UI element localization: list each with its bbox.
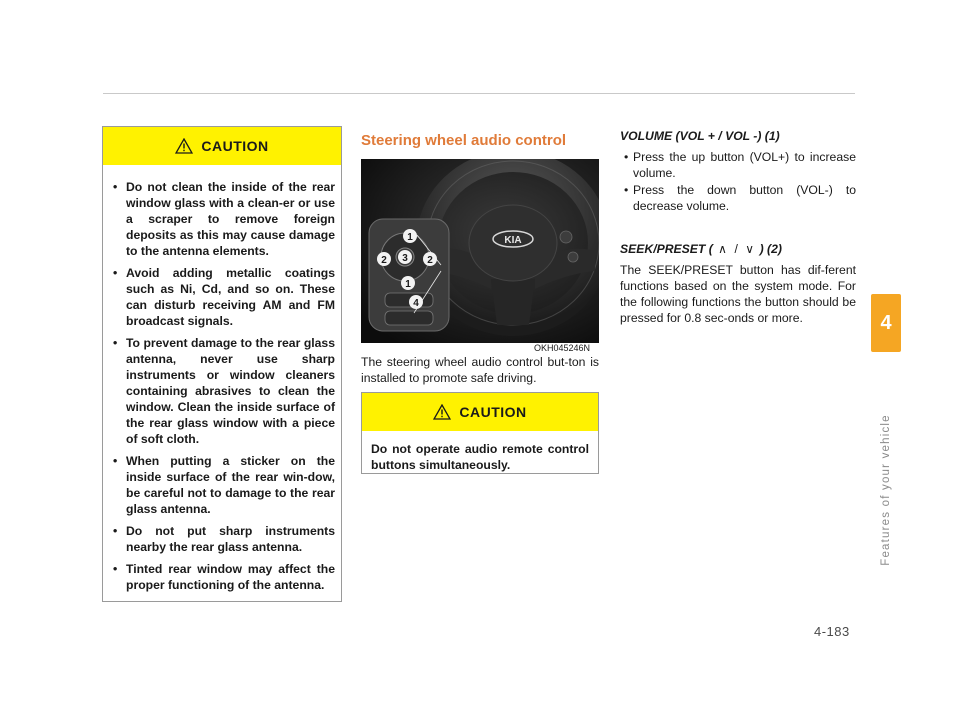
volume-list	[620, 149, 856, 214]
caution-item: • Do not put sharp instruments nearby the rear glass antenna.	[113, 523, 335, 555]
callout-2: 2	[381, 255, 387, 266]
chevron-down-icon: ∨	[745, 242, 755, 256]
caution-item: • When putting a sticker on the inside surface of the rear win-dow, be careful not to damage to the rear glass antenna.	[113, 453, 335, 517]
callout-1: 1	[407, 232, 413, 243]
callout-1b: 1	[405, 279, 411, 290]
seek-section	[620, 242, 856, 326]
kia-logo: KIA	[504, 235, 522, 246]
seek-heading-prefix: SEEK/PRESET (	[620, 242, 713, 256]
seek-separator: /	[734, 242, 738, 256]
section-title: Steering wheel audio control	[361, 132, 567, 149]
warning-icon	[433, 404, 451, 420]
chevron-up-icon: ∧	[718, 242, 728, 256]
volume-heading: VOLUME (VOL + / VOL -) (1)	[620, 129, 780, 143]
caution-body: Do not operate audio remote control buttons simultaneously.	[371, 442, 589, 472]
caution-item: • Avoid adding metallic coatings such as Ni, Cd, and so on. These can disturb receiving AM and FM broadcast signals.	[113, 265, 335, 329]
callout-3: 3	[402, 253, 408, 264]
audio-control-paragraph: The steering wheel audio control but-ton is installed to promote safe driving.	[361, 355, 599, 385]
caution-box-rear-glass	[102, 126, 342, 602]
seek-heading	[620, 242, 856, 256]
caution-item: • Do not clean the inside of the rear window glass with a clean-er or use a scraper to remove foreign deposits as this may cause damage to the antenna elements.	[113, 179, 335, 259]
callout-2b: 2	[427, 255, 433, 266]
volume-item: • Press the up button (VOL+) to increase volume.	[620, 149, 856, 181]
seek-paragraph: The SEEK/PRESET button has dif-ferent functions based on the system mode. For the following functions the button should be pressed for 0.8 sec-onds or more.	[620, 263, 856, 325]
caution-header	[362, 393, 598, 431]
caution-item: • Tinted rear window may affect the proper functioning of the antenna.	[113, 561, 335, 593]
caution-item: • To prevent damage to the rear glass antenna, never use sharp instruments or window cleaners containing abrasives to clean the window. Clean the inside surface of the rear glass window with a piece of soft cloth.	[113, 335, 335, 447]
caution-header	[103, 127, 341, 165]
steering-wheel-photo	[361, 159, 599, 343]
warning-icon	[175, 138, 193, 154]
seek-heading-suffix: ) (2)	[759, 242, 782, 256]
top-rule	[103, 93, 855, 94]
caution-label: CAUTION	[459, 404, 527, 420]
volume-section	[620, 129, 856, 215]
caution-label: CAUTION	[201, 138, 269, 154]
steering-wheel-illustration	[361, 159, 599, 343]
volume-item: • Press the down button (VOL-) to decrease volume.	[620, 182, 856, 214]
chapter-tab	[871, 294, 901, 352]
caution-box-audio	[361, 392, 599, 474]
chapter-number: 4	[880, 311, 892, 334]
caution-list	[103, 165, 341, 593]
chapter-title: Features of your vehicle	[880, 414, 892, 566]
callout-4: 4	[413, 298, 419, 309]
image-code: OKH045246N	[534, 343, 591, 353]
page-number: 4-183	[814, 624, 850, 639]
